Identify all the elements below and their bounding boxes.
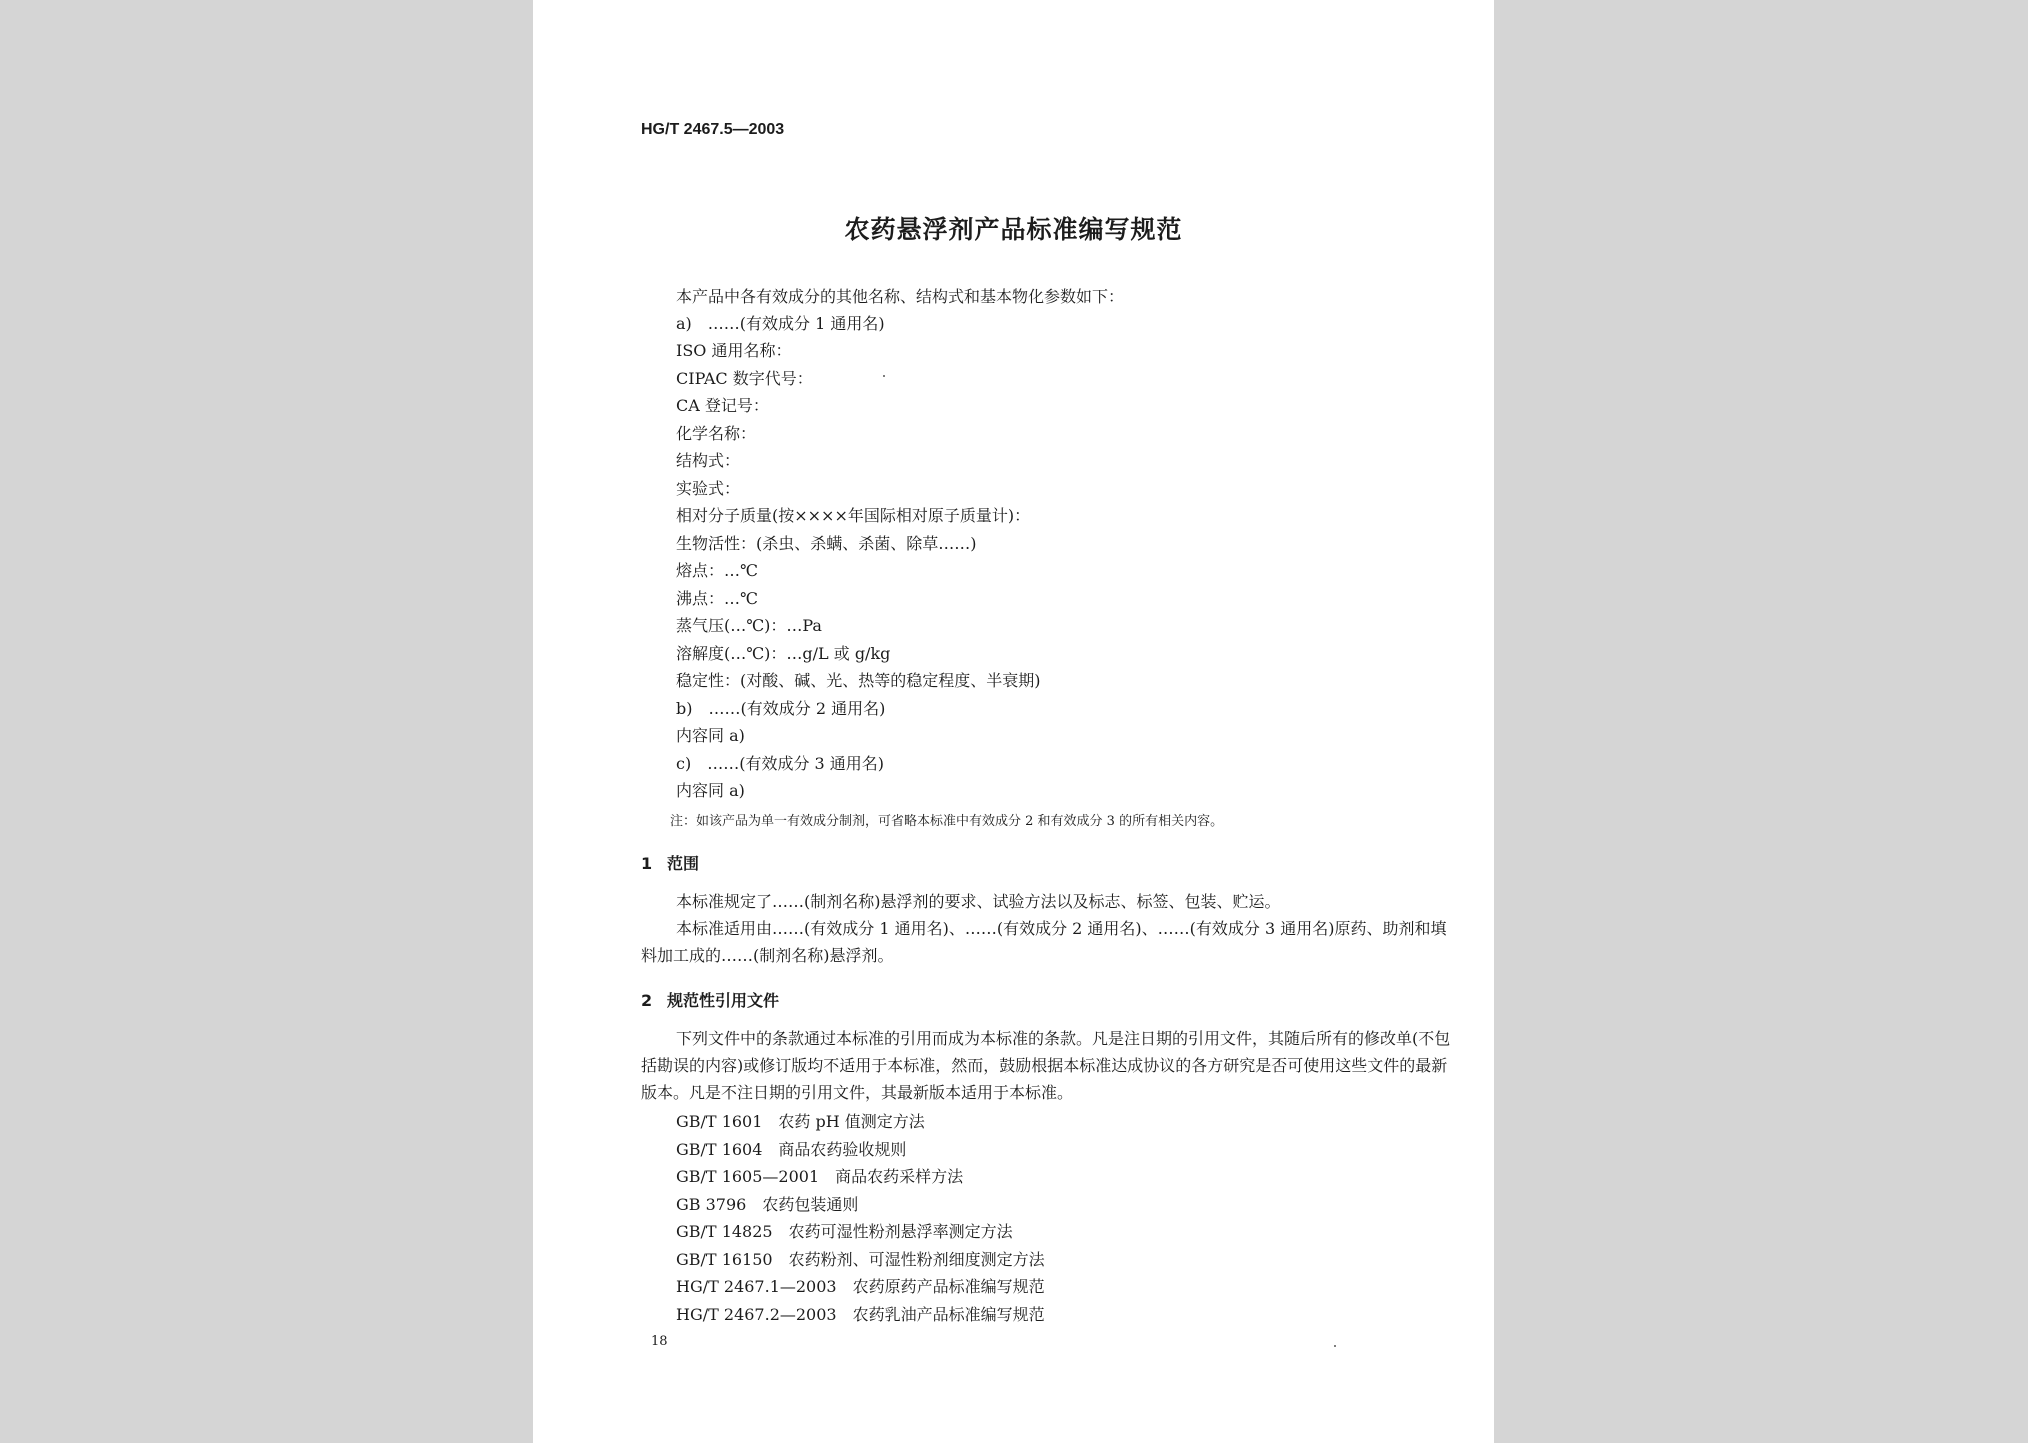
intro-line: a) ……(有效成分 1 通用名) [676,314,885,333]
reference-item: HG/T 2467.2—2003 农药乳油产品标准编写规范 [676,1305,1045,1324]
section-title: 范围 [667,854,700,873]
reference-item: GB/T 14825 农药可湿性粉剂悬浮率测定方法 [676,1222,1013,1241]
intro-line: 沸点：…℃ [676,589,758,608]
intro-line: 溶解度(…℃)：…g/L 或 g/kg [676,644,891,663]
intro-line: 内容同 a) [676,726,745,745]
page-number: 18 [651,1334,668,1349]
scan-speck [883,375,885,377]
intro-line: 实验式： [676,479,741,498]
intro-line: 蒸气压(…℃)：…Pa [676,616,822,635]
scan-speck [1334,1345,1336,1347]
reference-item: GB 3796 农药包装通则 [676,1195,859,1214]
reference-item: GB/T 1601 农药 pH 值测定方法 [676,1112,925,1131]
intro-line: 结构式： [676,451,741,470]
section-heading [641,988,779,1011]
document-title: 农药悬浮剂产品标准编写规范 [844,215,1183,244]
section-heading [641,851,699,874]
intro-line: c) ……(有效成分 3 通用名) [676,754,885,773]
intro-line: 内容同 a) [676,781,745,800]
paragraph: 本标准规定了……(制剂名称)悬浮剂的要求、试验方法以及标志、标签、包装、贮运。 [676,892,1281,911]
standard-number: HG/T 2467.5—2003 [641,121,785,138]
intro-line: 熔点：…℃ [676,561,758,580]
reference-item: GB/T 1605—2001 商品农药采样方法 [676,1167,964,1186]
paragraph: 下列文件中的条款通过本标准的引用而成为本标准的条款。凡是注日期的引用文件，其随后所有的修改单(不包括勘误的内容)或修订版均不适用于本标准，然而，鼓励根据本标准达成协议的各方研究是否可使用这些文件的最新版本。凡是不注日期的引用文件，其最新版本适用于本标准。 [641,1029,1451,1102]
intro-line: b) ……(有效成分 2 通用名) [676,699,886,718]
intro-line: CIPAC 数字代号： [676,369,813,388]
paragraph: 本标准适用由……(有效成分 1 通用名)、……(有效成分 2 通用名)、……(有效成分 3 通用名)原药、助剂和填料加工成的……(制剂名称)悬浮剂。 [641,919,1447,965]
intro-line: ISO 通用名称： [676,341,792,360]
section-number: 2 [641,991,653,1010]
intro-line: 相对分子质量(按××××年国际相对原子质量计)： [676,506,1031,525]
intro-line: 稳定性：(对酸、碱、光、热等的稳定程度、半衰期) [676,671,1041,690]
section-title: 规范性引用文件 [667,991,780,1010]
intro-line: 化学名称： [676,424,757,443]
section-number: 1 [641,854,653,873]
intro-line: 本产品中各有效成分的其他名称、结构式和基本物化参数如下： [676,287,1125,306]
intro-line: 生物活性：(杀虫、杀螨、杀菌、除草……) [676,534,977,553]
reference-item: GB/T 16150 农药粉剂、可湿性粉剂细度测定方法 [676,1250,1045,1269]
document-page [533,0,1494,1443]
reference-item: HG/T 2467.1—2003 农药原药产品标准编写规范 [676,1277,1045,1296]
intro-note: 注：如该产品为单一有效成分制剂，可省略本标准中有效成分 2 和有效成分 3 的所有相关内容。 [670,814,1224,829]
reference-item: GB/T 1604 商品农药验收规则 [676,1140,907,1159]
intro-line: CA 登记号： [676,396,769,415]
